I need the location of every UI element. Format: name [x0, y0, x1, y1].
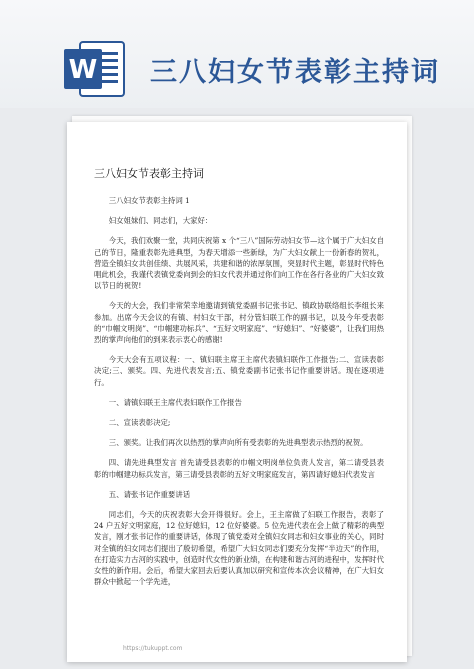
- header-banner: [0, 0, 474, 108]
- paragraph: 妇女姐妹们、同志们，大家好：: [108, 216, 213, 226]
- paragraph: 二、宣读表彰决定;: [108, 418, 171, 428]
- paragraph: 今天的大会，我们非常荣幸地邀请到镇党委副书记张书记、镇政协联络组长李组长来参加。出席今天会议的有镇、村妇女干部，村分管妇联工作的副书记，以及今年受表彰的“巾帼文明岗”、“巾帼建功标兵”、“五好文明家庭”、“好媳妇”、“好婆婆”，让我们用热烈的掌声向他们的到来表示衷心的感谢!: [94, 301, 384, 345]
- paragraph: 三八妇女节表彰主持词 1: [108, 196, 190, 205]
- paragraph: 同志们，今天的庆祝表彰大会开得很好。会上，王主席做了妇联工作报告，表彰了 24 户五好文明家庭，12 位好媳妇，12 位好婆婆。5 位先进代表在会上做了精彩的典型发言，刚才张书记作的重要讲话，体现了镇党委对全镇妇女同志和妇女事业的关心，同时对全镇的妇女同志们提出了殷切希望，希望广大妇女同志们要充分发挥“半边天”的作用，在打造实力古河的实践中，创造时代女性的新业绩，在构建和谐古河的进程中，发挥时代女性的新作用。会后，希望大家回去后要认真加以研究和宣传本次会议精神，在广大妇女群众中掀起一个学先进，: [94, 510, 384, 587]
- paragraph: 四、请先进典型发言 首先请受县表彰的巾帼文明岗单位负责人发言，第二请受县表彰的巾帼建功标兵发言，第三请受县表彰的五好文明家庭发言，第四请好媳妇代表发言: [94, 458, 384, 479]
- word-document-icon: [62, 40, 126, 98]
- banner-title: 三八妇女节表彰主持词: [150, 57, 440, 88]
- footer-url: https://tukuppt.com: [123, 645, 183, 652]
- paragraph: 五、请张书记作重要讲话: [108, 489, 191, 499]
- paragraph: 一、请镇妇联王主席代表妇联作工作报告: [108, 397, 242, 407]
- document-title: 三八妇女节表彰主持词: [94, 167, 204, 180]
- paragraph: 三、颁奖。让我们再次以热烈的掌声向所有受表彰的先进典型表示热烈的祝贺。: [108, 438, 368, 448]
- paragraph: 今天，我们欢聚一堂，共同庆祝第 x 个“三八”国际劳动妇女节—这个属于广大妇女自己的节日，隆重表彰先进典型，为春天增添一些新绿，为广大妇女献上一份新春的贺礼，营造全镇妇女共创佳绩、共展风采，共建和谐的浓厚氛围，突显时代主题，彰显时代特色唱此机会，我谨代表镇党委向到会的妇女代表并通过你们向工作在各行各业的广大妇女致以节日的祝贺!: [94, 236, 384, 291]
- paragraph: 今天大会有五项议程：一、镇妇联主席王主席代表镇妇联作工作报告;二、宣读表彰决定;三、颁奖。四、先进代表发言;五、镇党委副书记张书记作重要讲话。现在逐项进行。: [94, 355, 384, 387]
- document-content: [94, 167, 384, 596]
- document-page: [67, 122, 407, 662]
- logo-letter: W: [68, 55, 98, 85]
